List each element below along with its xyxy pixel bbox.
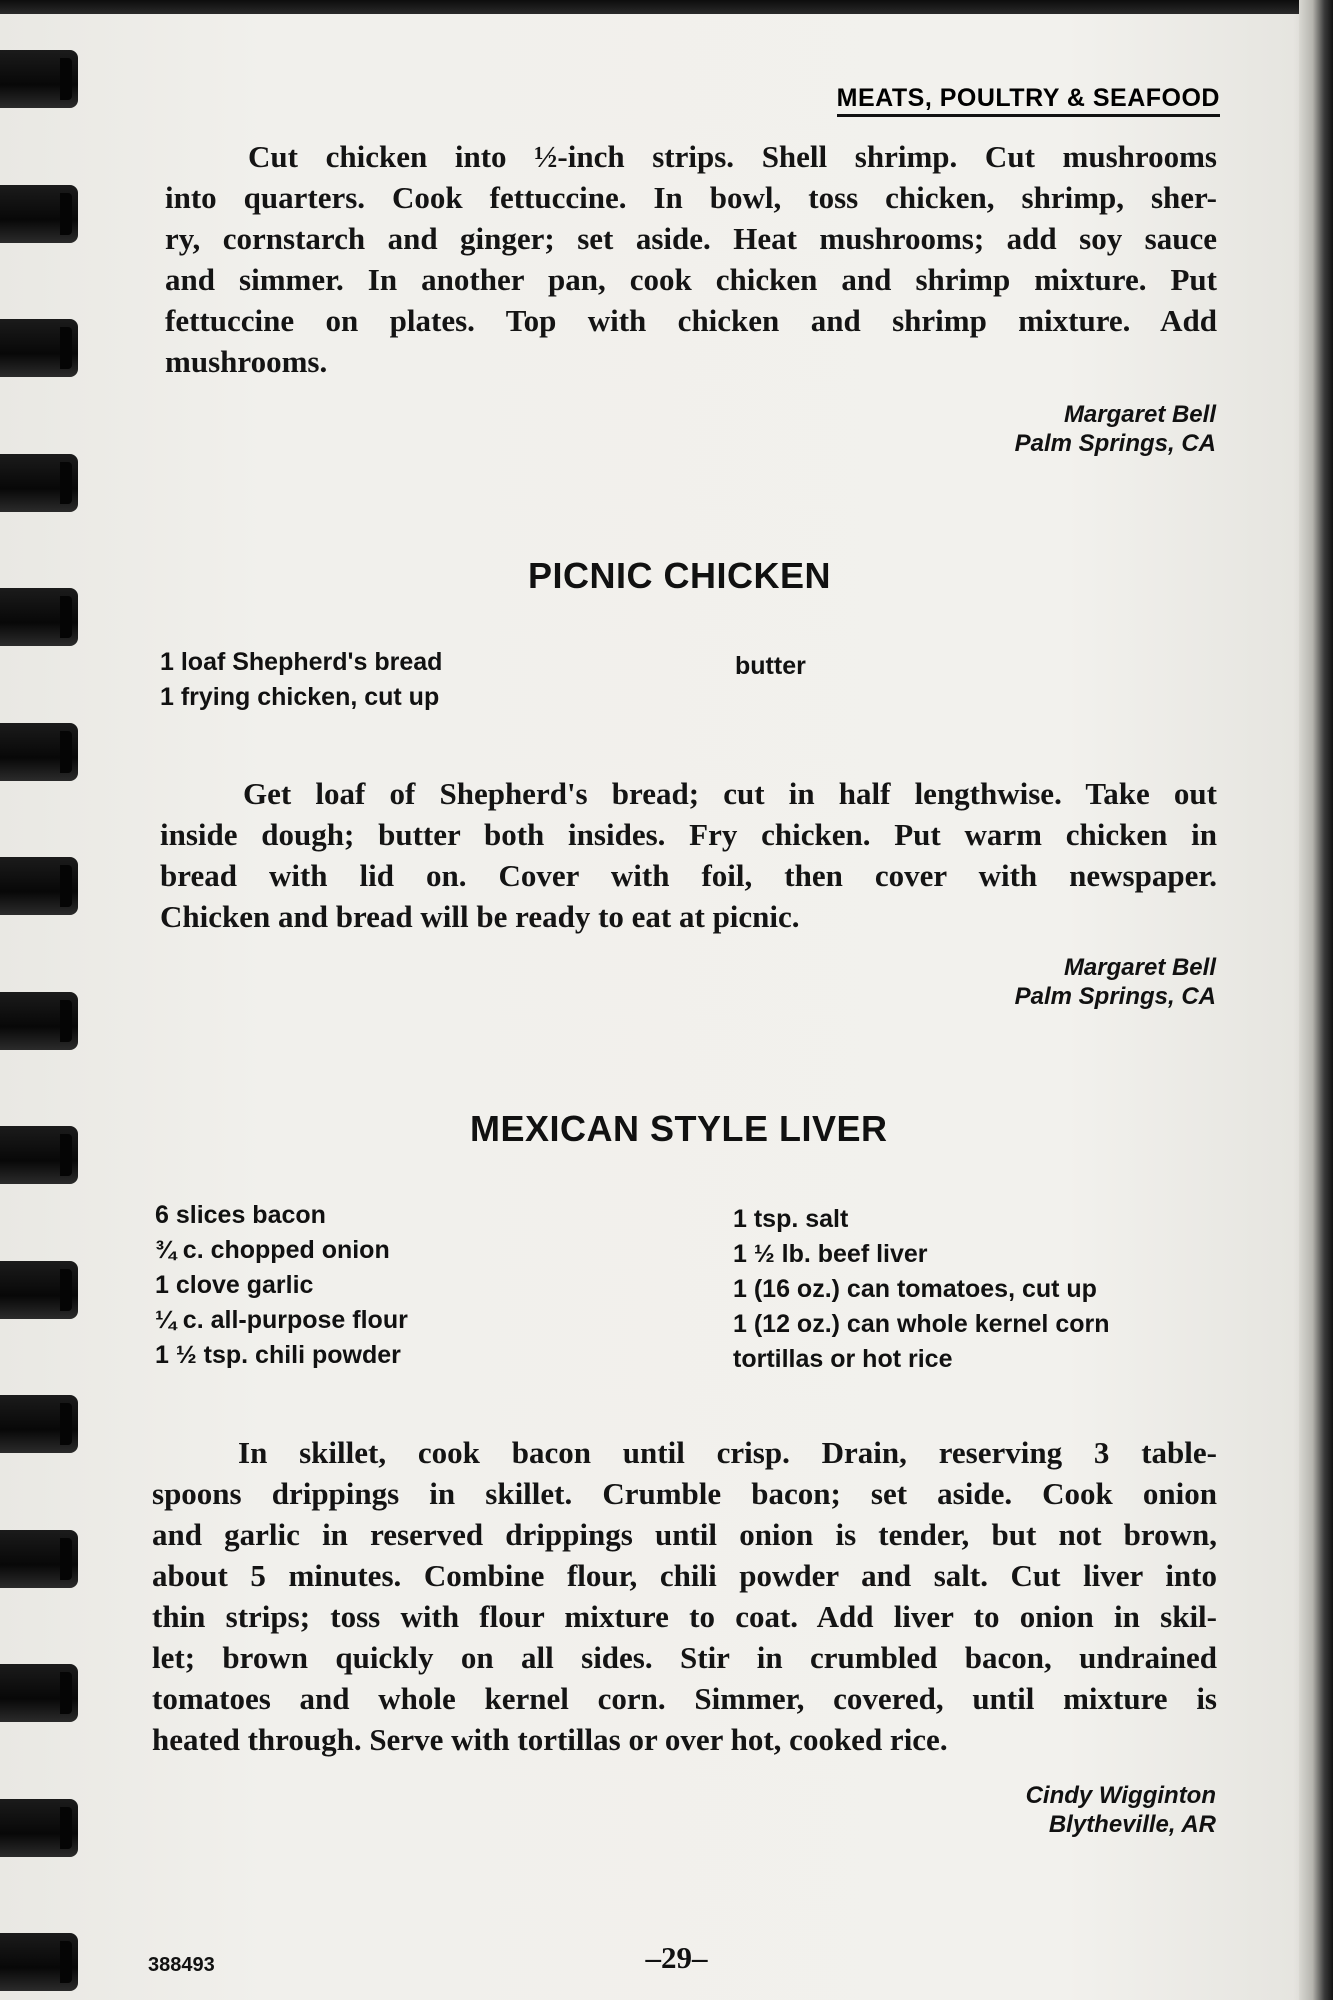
credit-place: Palm Springs, CA (1014, 983, 1216, 1010)
section-header-text: MEATS, POULTRY & SEAFOOD (837, 84, 1220, 117)
binding-ring (0, 1395, 78, 1453)
credit-name: Margaret Bell (1063, 954, 1216, 981)
direction-line: thin strips; toss with flour mixture to coat. Add liver to onion in skil- (152, 1599, 1217, 1634)
picnic-credit (800, 953, 1216, 1011)
liver-ingredients-right (733, 1202, 1110, 1377)
direction-line: Cut chicken into ½-inch strips. Shell shrimp. Cut mushrooms (248, 139, 1217, 174)
binding-ring (0, 1530, 78, 1588)
credit-name: Cindy Wigginton (1025, 1782, 1216, 1809)
credit-place: Blytheville, AR (1048, 1811, 1216, 1838)
ingredient-item: ¼ c. all-purpose flour (155, 1306, 408, 1334)
direction-line: let; brown quickly on all sides. Stir in crumbled bacon, undrained (152, 1640, 1217, 1675)
ingredient-item: 1 tsp. salt (733, 1205, 849, 1233)
ingredient-item: 6 slices bacon (155, 1201, 326, 1229)
binding-ring (0, 185, 78, 243)
binding-ring (0, 588, 78, 646)
direction-line: into quarters. Cook fettuccine. In bowl, toss chicken, shrimp, sher- (165, 180, 1217, 215)
liver-directions (152, 1432, 1217, 1760)
binding-ring (0, 992, 78, 1050)
recipe-title-picnic-chicken: PICNIC CHICKEN (528, 555, 832, 596)
liver-credit (800, 1781, 1216, 1839)
ingredient-item: 1 loaf Shepherd's bread (160, 648, 443, 676)
picnic-ingredients-left (160, 645, 442, 715)
binding-ring (0, 1261, 78, 1319)
ingredient-item: ¾ c. chopped onion (155, 1236, 390, 1264)
binding-ring (0, 723, 78, 781)
direction-line: In skillet, cook bacon until crisp. Drain, reserving 3 table- (238, 1435, 1217, 1470)
credit-place: Palm Springs, CA (1014, 430, 1216, 457)
direction-line: fettuccine on plates. Top with chicken and shrimp mixture. Add (165, 303, 1217, 338)
direction-line: mushrooms. (165, 344, 328, 379)
ingredient-item: 1 (16 oz.) can tomatoes, cut up (733, 1275, 1097, 1303)
ingredient-item: 1 (12 oz.) can whole kernel corn (733, 1310, 1110, 1338)
ingredient-item: butter (735, 652, 806, 680)
binding-ring (0, 50, 78, 108)
direction-line: heated through. Serve with tortillas or over hot, cooked rice. (152, 1722, 948, 1757)
ingredient-item: tortillas or hot rice (733, 1345, 953, 1373)
section-header (150, 84, 1220, 113)
credit-name: Margaret Bell (1063, 401, 1216, 428)
binding-ring (0, 319, 78, 377)
direction-line: and garlic in reserved drippings until onion is tender, but not brown, (152, 1517, 1217, 1552)
ingredient-item: 1 ½ tsp. chili powder (155, 1341, 401, 1369)
page-right-edge (1299, 0, 1333, 2000)
direction-line: Chicken and bread will be ready to eat at picnic. (160, 899, 800, 934)
page-number: –29– (645, 1940, 708, 1975)
direction-line: bread with lid on. Cover with foil, then cover with newspaper. (160, 858, 1217, 893)
prev-recipe-directions (165, 136, 1217, 382)
direction-line: and simmer. In another pan, cook chicken and shrimp mixture. Put (165, 262, 1217, 297)
direction-line: Get loaf of Shepherd's bread; cut in half lengthwise. Take out (243, 776, 1217, 811)
page-top-shadow (0, 0, 1333, 14)
ingredient-item: 1 frying chicken, cut up (160, 683, 440, 711)
binding-ring (0, 1126, 78, 1184)
binding-ring (0, 1664, 78, 1722)
binding-ring (0, 1799, 78, 1857)
recipe-title-mexican-style-liver: MEXICAN STYLE LIVER (470, 1108, 888, 1149)
book-code: 388493 (148, 1954, 215, 1976)
prev-recipe-credit (800, 400, 1216, 458)
binding-ring (0, 454, 78, 512)
picnic-ingredients-right (735, 649, 806, 684)
ingredient-item: 1 clove garlic (155, 1271, 314, 1299)
spiral-binding (0, 0, 80, 2000)
direction-line: ry, cornstarch and ginger; set aside. Heat mushrooms; add soy sauce (165, 221, 1217, 256)
direction-line: inside dough; butter both insides. Fry chicken. Put warm chicken in (160, 817, 1217, 852)
direction-line: spoons drippings in skillet. Crumble bacon; set aside. Cook onion (152, 1476, 1217, 1511)
direction-line: about 5 minutes. Combine flour, chili powder and salt. Cut liver into (152, 1558, 1217, 1593)
ingredient-item: 1 ½ lb. beef liver (733, 1240, 928, 1268)
liver-ingredients-left (155, 1198, 408, 1373)
binding-ring (0, 857, 78, 915)
direction-line: tomatoes and whole kernel corn. Simmer, covered, until mixture is (152, 1681, 1217, 1716)
picnic-directions (160, 773, 1217, 937)
